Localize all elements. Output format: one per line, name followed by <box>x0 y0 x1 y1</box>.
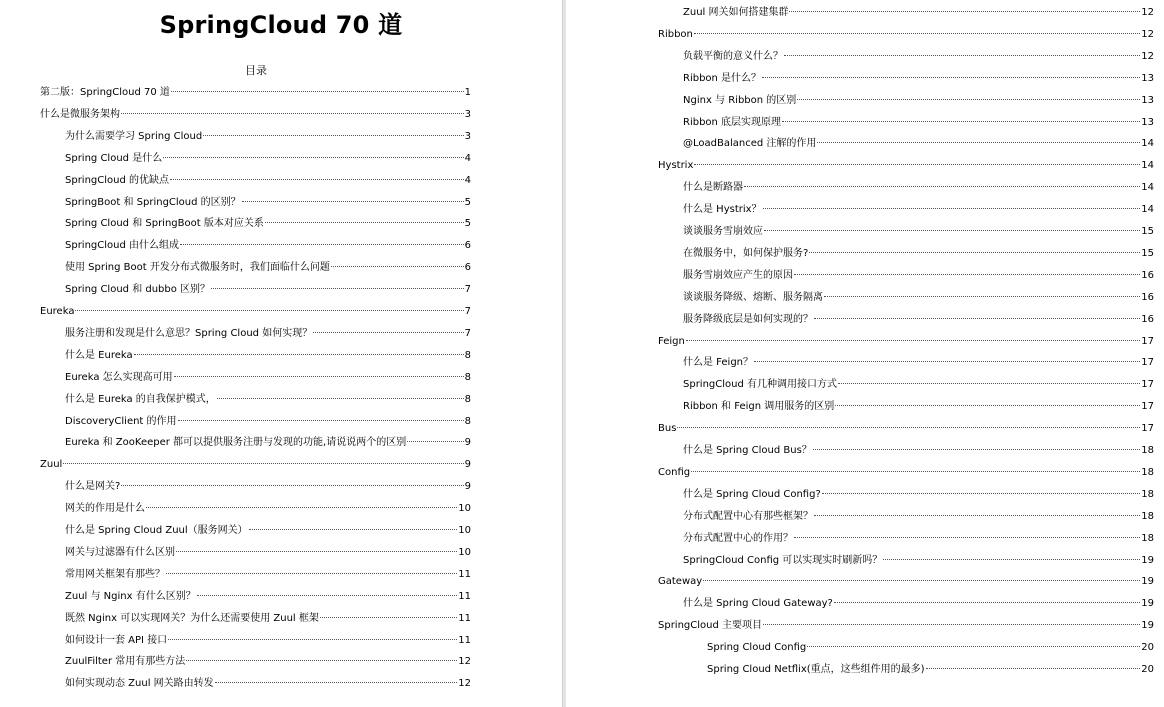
toc-entry-label: 什么是 Spring Cloud Zuul（服务网关） <box>65 525 248 536</box>
toc-entry[interactable] <box>65 675 471 693</box>
toc-entry[interactable] <box>65 653 471 671</box>
toc-entry-page-number: 7 <box>464 284 471 296</box>
dot-leader <box>134 353 464 355</box>
toc-entry-page-number: 15 <box>1141 247 1154 259</box>
dot-leader <box>197 594 458 596</box>
dot-leader <box>814 514 1140 516</box>
dot-leader <box>691 470 1140 472</box>
toc-entry-label: 服务降级底层是如何实现的？ <box>683 313 813 325</box>
toc-entry-page-number: 9 <box>464 459 471 471</box>
dot-leader <box>763 623 1140 625</box>
dot-leader <box>166 572 457 574</box>
toc-entry-page-number: 14 <box>1141 160 1154 172</box>
toc-entry-label: Spring Cloud Config <box>707 642 807 654</box>
toc-entry-page-number: 19 <box>1141 576 1154 588</box>
toc-entry[interactable] <box>65 544 471 562</box>
toc-entry[interactable] <box>683 354 1154 372</box>
toc-entry[interactable] <box>658 573 1154 591</box>
toc-entry[interactable] <box>658 26 1154 44</box>
toc-entry-label: 既然 Nginx 可以实现网关？为什么还需要使用 Zuul 框架 <box>65 612 319 624</box>
toc-entry[interactable] <box>658 464 1154 482</box>
toc-entry[interactable] <box>65 194 471 212</box>
dot-leader <box>797 98 1140 100</box>
toc-entry-label: Ribbon 底层实现原理 <box>683 116 782 128</box>
toc-entry-label: 使用 Spring Boot 开发分布式微服务时，我们面临什么问题 <box>65 262 330 274</box>
document-title: SpringCloud 70 道 <box>159 11 403 39</box>
toc-entry[interactable] <box>707 661 1154 679</box>
toc-entry[interactable] <box>65 325 471 343</box>
dot-leader <box>176 550 457 552</box>
toc-entry-page-number: 19 <box>1141 554 1154 566</box>
toc-entry-label: Nginx 与 Ribbon 的区别 <box>683 94 797 106</box>
toc-entry-page-number: 7 <box>464 327 471 339</box>
toc-entry-label: Ribbon 和 Feign 调用服务的区别 <box>683 401 835 413</box>
toc-entry-label: Spring Cloud 和 dubbo 区别？ <box>65 284 211 296</box>
toc-entry-page-number: 14 <box>1141 182 1154 194</box>
dot-leader <box>121 112 464 114</box>
toc-entry[interactable] <box>65 215 471 233</box>
toc-entry-label: 谈谈服务雪崩效应 <box>683 226 763 237</box>
toc-entry-label: @LoadBalanced 注解的作用 <box>683 138 817 150</box>
toc-entry[interactable] <box>683 114 1154 132</box>
toc-entry[interactable] <box>683 4 1154 22</box>
toc-entry[interactable] <box>65 522 471 540</box>
dot-leader <box>817 141 1140 143</box>
toc-entry-page-number: 20 <box>1141 642 1154 654</box>
toc-entry[interactable] <box>683 311 1154 329</box>
toc-entry[interactable] <box>65 128 471 146</box>
dot-leader <box>75 309 463 311</box>
toc-entry-label: 什么是 Eureka 的自我保护模式， <box>65 393 216 405</box>
toc-entry-label: 常用网关框架有那些？ <box>65 568 165 580</box>
toc-entry-label: 什么是断路器 <box>683 182 743 194</box>
toc-entry-label: SpringCloud 主要项目 <box>658 620 763 632</box>
toc-entry[interactable] <box>683 245 1154 263</box>
toc-entry-page-number: 10 <box>458 525 471 536</box>
toc-entry-page-number: 11 <box>458 634 471 646</box>
dot-leader <box>824 295 1140 297</box>
toc-entry-label: SpringCloud 由什么组成 <box>65 240 180 252</box>
dot-leader <box>764 229 1140 231</box>
dot-leader <box>794 273 1140 275</box>
toc-entry-page-number: 17 <box>1141 379 1154 391</box>
dot-leader <box>926 667 1141 669</box>
toc-entry-label: Spring Cloud Netflix(重点，这些组件用的最多) <box>707 664 925 675</box>
toc-entry[interactable] <box>658 617 1154 635</box>
toc-entry[interactable] <box>683 552 1154 570</box>
toc-entry-page-number: 10 <box>458 503 471 515</box>
toc-entry-page-number: 11 <box>458 612 471 624</box>
dot-leader <box>822 492 1141 494</box>
toc-entry-label: Hystrix <box>658 160 694 172</box>
dot-leader <box>242 200 464 202</box>
toc-entry-label: 服务雪崩效应产生的原因 <box>683 269 793 281</box>
toc-entry-page-number: 16 <box>1141 269 1154 281</box>
toc-entry-label: Config <box>658 466 691 478</box>
dot-leader <box>686 339 1140 341</box>
dot-leader <box>211 287 464 289</box>
toc-entry-page-number: 17 <box>1141 401 1154 413</box>
dot-leader <box>265 221 464 223</box>
toc-entry-page-number: 8 <box>464 349 471 361</box>
toc-heading: 目录 <box>245 64 267 77</box>
toc-entry-label: 什么是 Hystrix？ <box>683 204 762 216</box>
dot-leader <box>180 243 464 245</box>
dot-leader <box>813 448 1140 450</box>
toc-entry-label: 在微服务中，如何保护服务? <box>683 247 809 259</box>
toc-entry-page-number: 12 <box>458 656 471 668</box>
toc-entry-label: 为什么需要学习 Spring Cloud <box>65 130 203 142</box>
toc-entry[interactable] <box>683 595 1154 613</box>
toc-entry[interactable] <box>65 172 471 190</box>
dot-leader <box>121 484 463 486</box>
toc-entry-page-number: 9 <box>464 437 471 449</box>
toc-entry-label: Gateway <box>658 576 703 588</box>
toc-entry-page-number: 14 <box>1141 138 1154 150</box>
left-page <box>0 0 562 707</box>
dot-leader <box>203 134 463 136</box>
toc-entry-label: DiscoveryClient 的作用 <box>65 415 177 427</box>
toc-entry[interactable] <box>683 135 1154 153</box>
toc-entry[interactable] <box>65 347 471 365</box>
dot-leader <box>313 331 463 333</box>
toc-entry-page-number: 18 <box>1141 510 1154 522</box>
toc-entry[interactable] <box>40 303 471 321</box>
toc-entry[interactable] <box>40 456 471 474</box>
toc-entry-label: 分布式配置中心有那些框架？ <box>683 510 813 522</box>
dot-leader <box>883 558 1140 560</box>
toc-entry-page-number: 12 <box>1141 7 1154 18</box>
toc-entry-page-number: 6 <box>464 262 471 274</box>
toc-entry-label: SpringCloud Config 可以实现实时刷新吗？ <box>683 554 883 566</box>
toc-entry-page-number: 16 <box>1141 313 1154 325</box>
toc-entry-label: 网关与过滤器有什么区别 <box>65 546 175 558</box>
toc-entry-page-number: 13 <box>1141 72 1154 84</box>
dot-leader <box>784 54 1140 56</box>
toc-entry-label: 分布式配置中心的作用？ <box>683 532 793 544</box>
toc-entry-page-number: 17 <box>1141 357 1154 369</box>
dot-leader <box>703 579 1140 581</box>
toc-entry[interactable] <box>65 281 471 299</box>
toc-entry[interactable] <box>683 442 1154 460</box>
toc-entry-label: 什么是微服务架构 <box>40 108 120 120</box>
toc-entry-label: 什么是网关? <box>65 481 121 493</box>
toc-entry-page-number: 1 <box>464 87 471 98</box>
toc-entry[interactable] <box>707 639 1154 657</box>
toc-entry-page-number: 20 <box>1141 664 1154 675</box>
toc-entry-page-number: 12 <box>458 678 471 690</box>
dot-leader <box>835 404 1140 406</box>
toc-entry[interactable] <box>65 500 471 518</box>
toc-entry[interactable] <box>683 508 1154 526</box>
toc-entry[interactable] <box>65 566 471 584</box>
dot-leader <box>63 462 463 464</box>
toc-entry-label: Eureka 怎么实现高可用 <box>65 371 173 383</box>
toc-entry-page-number: 12 <box>1141 50 1154 62</box>
toc-entry-label: SpringCloud 有几种调用接口方式 <box>683 379 838 391</box>
toc-entry[interactable] <box>683 223 1154 241</box>
toc-entry-label: 网关的作用是什么 <box>65 503 145 515</box>
toc-entry-label: SpringCloud 的优缺点 <box>65 174 170 186</box>
toc-entry-page-number: 16 <box>1141 291 1154 303</box>
toc-entry[interactable] <box>40 106 471 124</box>
toc-entry-label: 什么是 Feign？ <box>683 357 753 369</box>
toc-entry-page-number: 12 <box>1141 28 1154 40</box>
dot-leader <box>762 76 1140 78</box>
toc-entry-page-number: 4 <box>464 174 471 186</box>
toc-entry-label: 什么是 Spring Cloud Config? <box>683 488 821 500</box>
toc-entry-label: 如何实现动态 Zuul 网关路由转发 <box>65 678 214 690</box>
dot-leader <box>789 10 1140 12</box>
toc-entry-label: 什么是 Spring Cloud Bus？ <box>683 445 812 456</box>
toc-entry-page-number: 17 <box>1141 423 1154 435</box>
toc-entry-page-number: 19 <box>1141 598 1154 610</box>
toc-entry[interactable] <box>683 179 1154 197</box>
toc-entry-label: Spring Cloud 和 SpringBoot 版本对应关系 <box>65 218 264 230</box>
dot-leader <box>838 382 1140 384</box>
toc-entry[interactable] <box>658 333 1154 351</box>
dot-leader <box>170 178 464 180</box>
toc-entry-label: Spring Cloud 是什么 <box>65 152 163 164</box>
dot-leader <box>186 659 457 661</box>
toc-entry-label: ZuulFilter 常用有那些方法 <box>65 656 186 668</box>
dot-leader <box>174 375 464 377</box>
toc-entry-page-number: 7 <box>464 306 471 317</box>
toc-entry-page-number: 11 <box>458 590 471 602</box>
dot-leader <box>331 265 464 267</box>
toc-entry-page-number: 14 <box>1141 204 1154 216</box>
toc-entry-label: Bus <box>658 423 677 435</box>
dot-leader <box>744 185 1140 187</box>
toc-entry[interactable] <box>683 48 1154 66</box>
dot-leader <box>407 440 463 442</box>
toc-entry-label: Feign <box>658 335 685 347</box>
toc-entry-page-number: 3 <box>464 108 471 120</box>
toc-entry[interactable] <box>683 376 1154 394</box>
toc-entry-page-number: 13 <box>1141 116 1154 128</box>
toc-entry[interactable] <box>65 434 471 452</box>
toc-entry-page-number: 8 <box>464 415 471 427</box>
dot-leader <box>163 156 463 158</box>
dot-leader <box>763 207 1141 209</box>
dot-leader <box>168 638 457 640</box>
dot-leader <box>794 536 1140 538</box>
toc-entry[interactable] <box>683 398 1154 416</box>
toc-entry-page-number: 18 <box>1141 532 1154 544</box>
dot-leader <box>754 360 1140 362</box>
toc-entry-label: Eureka 和 ZooKeeper 都可以提供服务注册与发现的功能,请说说两个的区别 <box>65 437 407 449</box>
toc-entry-label: Eureka <box>40 306 75 317</box>
toc-entry-label: Ribbon 是什么？ <box>683 72 762 84</box>
toc-entry-label: 第二版：SpringCloud 70 道 <box>40 87 170 98</box>
toc-entry-page-number: 13 <box>1141 94 1154 106</box>
toc-entry-label: 谈谈服务降级、熔断、服务隔离 <box>683 291 823 303</box>
toc-entry[interactable] <box>683 530 1154 548</box>
dot-leader <box>834 601 1140 603</box>
toc-entry-page-number: 9 <box>464 481 471 493</box>
dot-leader <box>249 528 458 530</box>
dot-leader <box>807 645 1140 647</box>
dot-leader <box>814 317 1140 319</box>
toc-entry-label: SpringBoot 和 SpringCloud 的区别？ <box>65 196 241 208</box>
toc-entry-page-number: 3 <box>464 130 471 142</box>
dot-leader <box>782 120 1140 122</box>
toc-entry[interactable] <box>658 157 1154 175</box>
dot-leader <box>677 426 1140 428</box>
toc-entry[interactable] <box>683 201 1154 219</box>
toc-entry-label: Ribbon <box>658 28 693 40</box>
toc-entry[interactable] <box>65 237 471 255</box>
toc-entry-page-number: 8 <box>464 371 471 383</box>
toc-entry-page-number: 17 <box>1141 335 1154 347</box>
toc-entry-page-number: 18 <box>1141 466 1154 478</box>
toc-entry[interactable] <box>683 70 1154 88</box>
dot-leader <box>694 32 1140 34</box>
toc-entry-label: 什么是 Eureka <box>65 349 133 361</box>
toc-entry-page-number: 5 <box>464 196 471 208</box>
toc-entry-page-number: 11 <box>458 568 471 580</box>
toc-entry-page-number: 4 <box>464 152 471 164</box>
toc-entry-page-number: 6 <box>464 240 471 252</box>
toc-entry[interactable] <box>683 267 1154 285</box>
toc-entry-page-number: 10 <box>458 546 471 558</box>
dot-leader <box>146 506 457 508</box>
dot-leader <box>178 419 464 421</box>
toc-entry-label: Zuul 网关如何搭建集群 <box>683 7 789 18</box>
right-page <box>566 0 1164 707</box>
dot-leader <box>215 681 458 683</box>
toc-entry-page-number: 19 <box>1141 620 1154 632</box>
toc-entry-label: 如何设计一套 API 接口 <box>65 634 168 646</box>
toc-entry[interactable] <box>65 478 471 496</box>
toc-entry[interactable] <box>65 610 471 628</box>
toc-entry-page-number: 18 <box>1141 445 1154 456</box>
toc-entry-page-number: 18 <box>1141 488 1154 500</box>
dot-leader <box>217 397 464 399</box>
dot-leader <box>694 163 1140 165</box>
dot-leader <box>809 251 1140 253</box>
toc-entry[interactable] <box>65 413 471 431</box>
toc-entry-label: 服务注册和发现是什么意思？Spring Cloud 如何实现？ <box>65 327 313 339</box>
toc-entry[interactable] <box>683 486 1154 504</box>
toc-entry[interactable] <box>65 150 471 168</box>
toc-entry-label: Zuul 与 Nginx 有什么区别？ <box>65 590 196 602</box>
toc-entry[interactable] <box>65 259 471 277</box>
toc-entry[interactable] <box>683 289 1154 307</box>
toc-entry-label: 什么是 Spring Cloud Gateway? <box>683 598 833 610</box>
toc-entry-label: Zuul <box>40 459 63 471</box>
toc-entry[interactable] <box>65 391 471 409</box>
toc-entry[interactable] <box>658 420 1154 438</box>
toc-entry[interactable] <box>65 632 471 650</box>
toc-entry-label: 负载平衡的意义什么？ <box>683 50 783 62</box>
toc-entry-page-number: 8 <box>464 393 471 405</box>
toc-entry[interactable] <box>65 369 471 387</box>
toc-entry[interactable] <box>683 92 1154 110</box>
toc-entry-page-number: 5 <box>464 218 471 230</box>
toc-entry-page-number: 15 <box>1141 226 1154 237</box>
toc-entry[interactable] <box>65 588 471 606</box>
toc-entry[interactable] <box>40 84 471 102</box>
dot-leader <box>171 90 464 92</box>
dot-leader <box>320 616 457 618</box>
